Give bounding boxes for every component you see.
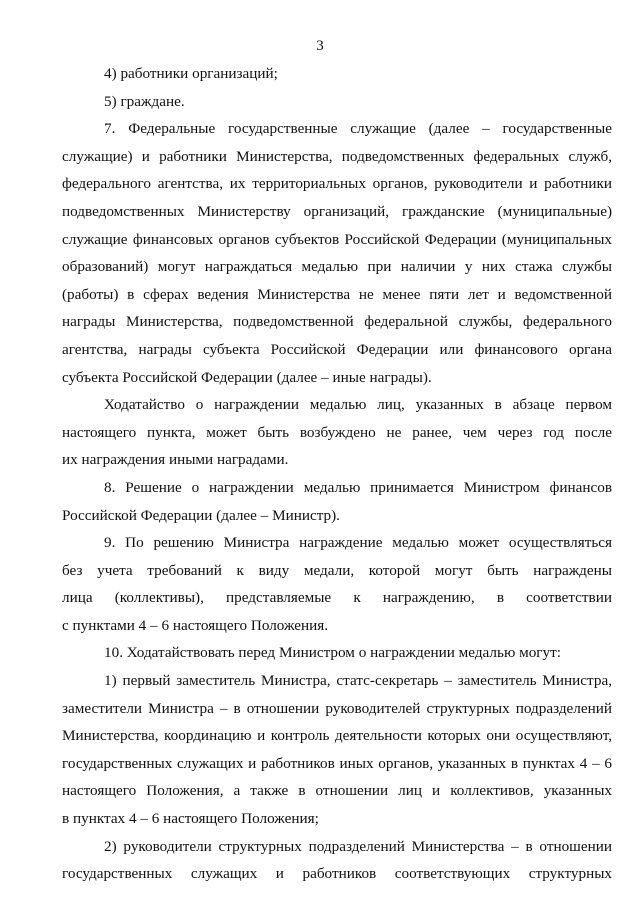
page-number: 3 <box>316 38 324 54</box>
text-line: служащие финансовых органов субъектов Российской Федерации (муниципальных <box>62 230 612 248</box>
paragraph <box>62 115 612 391</box>
text-line: лица (коллективы), представляемые к награждению, в соответствии <box>62 589 612 607</box>
text-line: федерального агентства, их территориальных органов, руководители и работники <box>62 175 612 193</box>
text-line: образований) могут награждаться медалью при наличии у них стажа службы <box>62 258 612 276</box>
text-line: подведомственных Министерству организаций, гражданские (муниципальные) <box>62 202 612 220</box>
text-line: настоящего пункта, может быть возбуждено не ранее, чем через год после <box>62 423 612 441</box>
text-line: заместители Министра – в отношении руководителей структурных подразделений <box>62 699 612 717</box>
text-line: без учета требований к виду медали, которой могут быть награждены <box>62 561 612 579</box>
paragraph <box>62 60 612 88</box>
text-line: государственных служащих и работников иных органов, указанных в пунктах 4 – 6 <box>62 754 612 772</box>
text-line: настоящего Положения, а также в отношении лиц и коллективов, указанных <box>62 782 612 800</box>
text-line: 5) граждане. <box>104 92 185 110</box>
paragraph <box>62 639 612 667</box>
paragraph <box>62 391 612 474</box>
document-body <box>62 60 612 888</box>
paragraph <box>62 667 612 833</box>
text-line: Министерства, координацию и контроль деятельности которых они осуществляют, <box>62 727 612 745</box>
text-line: 1) первый заместитель Министра, статс-секретарь – заместитель Министра, <box>104 672 612 690</box>
text-line: в пунктах 4 – 6 настоящего Положения; <box>62 810 319 828</box>
paragraph <box>62 833 612 888</box>
text-line: Ходатайство о награждении медалью лиц, указанных в абзаце первом <box>104 396 612 414</box>
text-line: государственных служащих и работников соответствующих структурных <box>62 865 612 883</box>
text-line: 4) работники организаций; <box>104 65 278 82</box>
text-line: 8. Решение о награждении медалью принимается Министром финансов <box>104 478 612 496</box>
text-line: их награждения иными наградами. <box>62 451 289 469</box>
text-line: 7. Федеральные государственные служащие (далее – государственные <box>104 120 612 138</box>
paragraph <box>62 474 612 529</box>
text-line: служащие) и работники Министерства, подведомственных федеральных служб, <box>62 147 612 165</box>
text-line: Российской Федерации (далее – Министр). <box>62 506 340 524</box>
paragraph <box>62 88 612 116</box>
paragraph <box>62 529 612 639</box>
text-line: (работы) в сферах ведения Министерства не менее пяти лет и ведомственной <box>62 285 612 303</box>
text-line: 9. По решению Министра награждение медалью может осуществляться <box>104 534 612 552</box>
text-line: с пунктами 4 – 6 настоящего Положения. <box>62 616 329 634</box>
text-line: агентства, награды субъекта Российской Федерации или финансового органа <box>62 340 612 358</box>
text-line: 2) руководители структурных подразделений Министерства – в отношении <box>104 837 612 855</box>
text-line: субъекта Российской Федерации (далее – иные награды). <box>62 368 432 386</box>
text-line: награды Министерства, подведомственной федеральной службы, федерального <box>62 313 612 331</box>
text-line: 10. Ходатайствовать перед Министром о награждении медалью могут: <box>104 644 561 662</box>
